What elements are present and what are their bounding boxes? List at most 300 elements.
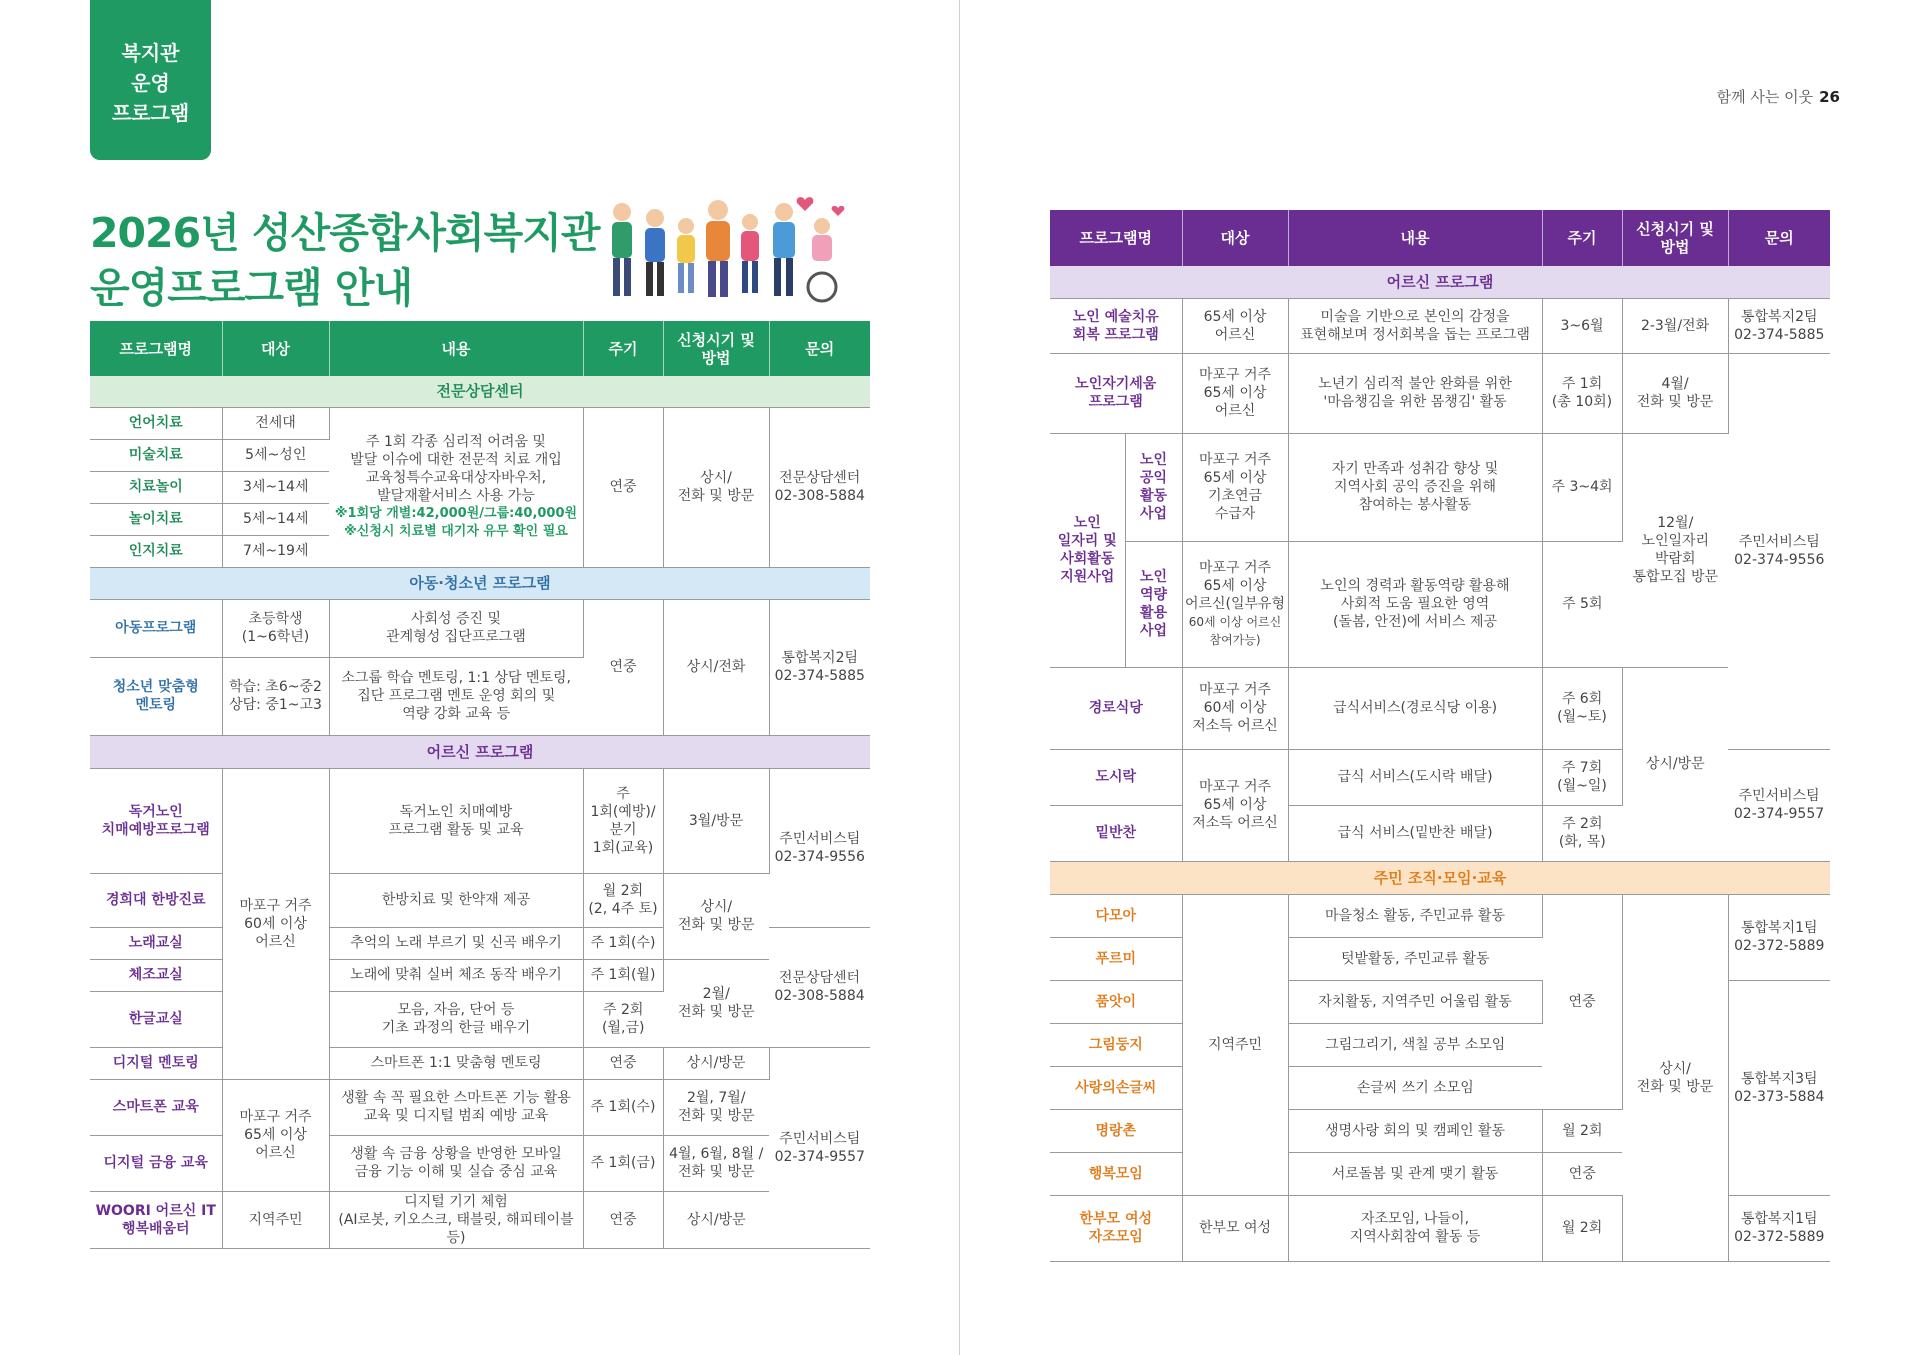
- content-line: 관계형성 집단프로그램: [386, 629, 526, 645]
- content-line: 디지털 기기 체험: [404, 1193, 508, 1210]
- content-line: 지역사회 공익 증진을 위해: [1333, 479, 1497, 495]
- header-apply: [1622, 210, 1728, 266]
- section-row: [90, 567, 870, 599]
- contact-team: 통합복지1팀: [1741, 920, 1818, 936]
- header-apply-line: 신청시기 및: [677, 330, 755, 349]
- tag-line: 복지관: [121, 41, 180, 65]
- target-line: 65세 이상: [1203, 308, 1267, 325]
- apply-line: 전화 및 방문: [1636, 394, 1714, 410]
- program-apply: 상시/방문: [1622, 667, 1728, 861]
- name-line: WOORI 어르신 IT: [95, 1202, 216, 1219]
- header-contact: 문의: [1728, 210, 1830, 266]
- content-line: 참여하는 봉사활동: [1358, 497, 1472, 513]
- apply-line: 전화 및 방문: [677, 1004, 755, 1020]
- program-contact: [769, 599, 870, 735]
- program-contact: [1728, 1195, 1830, 1261]
- program-name: 체조교실: [90, 959, 222, 991]
- title-line: 운영프로그램 안내: [90, 264, 413, 312]
- program-name: 사랑의손글씨: [1050, 1066, 1182, 1109]
- program-content: 스마트폰 1:1 맞춤형 멘토링: [329, 1047, 583, 1079]
- cycle-line: 주: [616, 785, 630, 802]
- program-table-right: [1050, 210, 1830, 1262]
- program-content: 그림그리기, 색칠 공부 소모임: [1288, 1023, 1542, 1066]
- target-line: 60세 이상: [1203, 700, 1267, 716]
- person-figure: [612, 203, 632, 296]
- tag-line: 운영: [131, 71, 170, 95]
- program-cycle: 주 1회(월): [583, 959, 663, 991]
- program-target: 7세~19세: [222, 535, 329, 567]
- target-line: 참여가능): [1209, 633, 1261, 647]
- table-row: [90, 1135, 870, 1191]
- program-apply: [663, 873, 769, 959]
- content-line: 교육청특수교육대상자바우처,: [365, 470, 547, 486]
- content-line: 기초 과정의 한글 배우기: [381, 1020, 531, 1036]
- program-cycle: [583, 873, 663, 927]
- program-apply: 2-3월/전화: [1622, 298, 1728, 353]
- header-apply-line: 방법: [1660, 238, 1690, 256]
- name-line: 프로그램: [1088, 394, 1143, 410]
- table-row: [1050, 298, 1830, 353]
- target-line: 저소득 어르신: [1192, 718, 1278, 734]
- target-line: 어르신: [1214, 403, 1256, 419]
- program-name: [90, 1191, 222, 1248]
- apply-line: 통합모집 방문: [1632, 569, 1719, 585]
- header-name: 프로그램명: [90, 321, 222, 376]
- header-cycle: 주기: [583, 321, 663, 376]
- program-content: [1288, 541, 1542, 667]
- program-cycle: [1542, 353, 1622, 433]
- contact-phone: 02-374-9556: [1734, 552, 1825, 568]
- program-apply: [1622, 894, 1728, 1261]
- program-name: 언어치료: [90, 407, 222, 439]
- program-name: 스마트폰 교육: [90, 1079, 222, 1135]
- target-line: 마포구 거주: [1198, 560, 1272, 576]
- apply-line: 전화 및 방문: [1636, 1078, 1714, 1095]
- content-line: 프로그램 활동 및 교육: [388, 821, 524, 838]
- contact-team: 주민서비스팀: [779, 1130, 861, 1147]
- wheelchair-figure: [808, 218, 836, 301]
- program-target: [222, 768, 329, 1079]
- target-line: 학습: 초6~중2: [229, 679, 322, 695]
- program-cycle: 월 2회: [1542, 1109, 1622, 1152]
- program-cycle: [1542, 805, 1622, 861]
- program-content: 서로돌봄 및 관계 맺기 활동: [1288, 1152, 1542, 1195]
- program-name: 놀이치료: [90, 503, 222, 535]
- table-row: [90, 407, 870, 439]
- content-line: (AI로봇, 키오스크, 태블릿, 해피테이블 등): [338, 1211, 574, 1246]
- table-row: [90, 599, 870, 657]
- program-target: [1182, 667, 1288, 749]
- target-line: 어르신: [255, 1145, 296, 1161]
- program-target: [222, 1079, 329, 1191]
- program-apply: [663, 1079, 769, 1135]
- table-row: [1050, 353, 1830, 433]
- contact-team: 주민서비스팀: [1738, 534, 1820, 550]
- content-line: 소그룹 학습 멘토링, 1:1 상담 멘토링,: [341, 670, 571, 686]
- sub-line: 사업: [1139, 623, 1168, 639]
- content-line: 집단 프로그램 멘토 운영 회의 및: [357, 688, 556, 704]
- table-row: [1050, 667, 1830, 749]
- sub-line: 공익: [1139, 470, 1168, 486]
- program-name: 명랑촌: [1050, 1109, 1182, 1152]
- sub-line: 사업: [1139, 506, 1168, 522]
- sub-line: 노인: [1139, 452, 1168, 468]
- program-cycle: 연중: [583, 1191, 663, 1248]
- program-name: 노래교실: [90, 927, 222, 959]
- program-content: 급식서비스(경로식당 이용): [1288, 667, 1542, 749]
- name-line: 한부모 여성: [1079, 1211, 1152, 1227]
- program-target: 3세~14세: [222, 471, 329, 503]
- program-cycle: 3~6월: [1542, 298, 1622, 353]
- program-content: 텃밭활동, 주민교류 활동: [1288, 937, 1542, 980]
- contact-phone: 02-374-9557: [774, 1148, 865, 1165]
- apply-line: 4월/: [1661, 376, 1689, 392]
- content-line: 생활 속 금융 상황을 반영한 모바일: [350, 1146, 562, 1162]
- program-name: [90, 768, 222, 873]
- target-line: 65세 이상: [1203, 385, 1267, 401]
- content-line: 사회적 도움 필요한 영역: [1340, 596, 1490, 612]
- program-target: [1182, 433, 1288, 541]
- table-row: [1050, 894, 1830, 937]
- cycle-line: (총 10회): [1551, 394, 1613, 410]
- name-line: 노인 예술치유: [1072, 308, 1159, 325]
- program-name: [1125, 541, 1182, 667]
- section-row: [90, 735, 870, 768]
- apply-line: 박람회: [1654, 551, 1696, 567]
- left-page: [0, 0, 958, 1355]
- content-line: 발달재활서비스 사용 가능: [377, 488, 535, 504]
- program-apply: [663, 959, 769, 1047]
- name-line: 회복 프로그램: [1072, 326, 1159, 343]
- program-target: 5세~14세: [222, 503, 329, 535]
- target-line: 저소득 어르신: [1192, 815, 1278, 831]
- program-target: 5세~성인: [222, 439, 329, 471]
- program-cycle: [1542, 667, 1622, 749]
- content-line: 독거노인 치매예방: [399, 803, 513, 820]
- header-cycle: 주기: [1542, 210, 1622, 266]
- cycle-line: 1회(교육): [592, 839, 654, 856]
- program-content: 손글씨 쓰기 소모임: [1288, 1066, 1542, 1109]
- target-line: 60세 이상 어르신: [1188, 615, 1282, 629]
- content-line: 노년기 심리적 불안 완화를 위한: [1318, 376, 1512, 392]
- program-target: [222, 657, 329, 735]
- apply-line: 상시/: [700, 470, 732, 486]
- program-name: [1050, 353, 1182, 433]
- content-line: 자조모임, 나들이,: [1361, 1211, 1470, 1227]
- program-content: [329, 768, 583, 873]
- program-apply: [1622, 353, 1728, 433]
- content-line: 노인의 경력과 활동역량 활용해: [1320, 578, 1510, 594]
- title-line: 2026년 성산종합사회복지관: [90, 209, 600, 257]
- program-content: 급식 서비스(도시락 배달): [1288, 749, 1542, 805]
- program-target: [1182, 749, 1288, 861]
- target-line: 어르신: [1214, 326, 1256, 343]
- header-content: 내용: [329, 321, 583, 376]
- target-line: 초등학생: [248, 611, 303, 627]
- program-apply: [663, 1135, 769, 1191]
- contact-team: 주민서비스팀: [1738, 788, 1820, 804]
- page-header: [1717, 86, 1840, 107]
- content-line: 모음, 자음, 단어 등: [397, 1002, 515, 1018]
- program-content: [329, 1079, 583, 1135]
- program-cycle: 주 5회: [1542, 541, 1622, 667]
- name-line: 청소년 맞춤형: [112, 679, 199, 695]
- program-apply: [663, 407, 769, 567]
- table-header-row: [90, 321, 870, 376]
- table-row: [90, 1079, 870, 1135]
- contact-team: 전문상담센터: [779, 470, 861, 486]
- program-contact: [769, 1047, 870, 1248]
- program-contact: [1728, 353, 1830, 749]
- program-cycle: [583, 768, 663, 873]
- content-line: 표현해보며 정서회복을 돕는 프로그램: [1300, 326, 1530, 343]
- program-name: 치료놀이: [90, 471, 222, 503]
- apply-line: 4월, 6월, 8월 /: [669, 1146, 764, 1162]
- program-apply: [1622, 433, 1728, 667]
- program-content: [1288, 298, 1542, 353]
- name-line: 멘토링: [135, 697, 177, 713]
- table-header-row: [1050, 210, 1830, 266]
- program-name: 인지치료: [90, 535, 222, 567]
- content-line: '마음챙김을 위한 몸챙김' 활동: [1323, 394, 1507, 410]
- program-content: [329, 657, 583, 735]
- apply-line: 전화 및 방문: [677, 1164, 755, 1180]
- program-contact: [1728, 749, 1830, 861]
- contact-phone: 02-374-5885: [774, 668, 865, 684]
- cycle-line: (2, 4주 토): [588, 901, 658, 917]
- program-name: 밑반찬: [1050, 805, 1182, 861]
- target-line: 65세 이상: [1203, 797, 1267, 813]
- content-line: 자기 만족과 성취감 향상 및: [1331, 461, 1499, 477]
- header-apply-line: 신청시기 및: [1636, 220, 1714, 238]
- program-name: [1050, 298, 1182, 353]
- program-apply: 3월/방문: [663, 768, 769, 873]
- page-divider: [959, 0, 960, 1355]
- table-row: [90, 1047, 870, 1079]
- program-name: 다모아: [1050, 894, 1182, 937]
- table-row: [1050, 433, 1830, 541]
- program-name: 디지털 금융 교육: [90, 1135, 222, 1191]
- program-content: 추억의 노래 부르기 및 신곡 배우기: [329, 927, 583, 959]
- program-content: 노래에 맞춰 실버 체조 동작 배우기: [329, 959, 583, 991]
- content-line: 생활 속 꼭 필요한 스마트폰 기능 활용: [341, 1090, 571, 1106]
- content-line: 금융 기능 이해 및 실습 중심 교육: [354, 1164, 558, 1180]
- sub-line: 활동: [1139, 488, 1168, 504]
- program-cycle: 연중: [583, 599, 663, 735]
- header-contact: 문의: [769, 321, 870, 376]
- page-title: [90, 206, 599, 316]
- program-content: [329, 1191, 583, 1248]
- program-cycle: 연중: [1542, 894, 1622, 1109]
- program-apply: 상시/방문: [663, 1047, 769, 1079]
- cycle-line: (월~일): [1557, 778, 1607, 794]
- target-line: 기초연금: [1207, 488, 1263, 504]
- content-line: 발달 이슈에 대한 전문적 치료 개입: [350, 452, 562, 468]
- target-line: 65세 이상: [1203, 578, 1267, 594]
- target-line: 상담: 중1~고3: [229, 697, 322, 713]
- section-row: [1050, 266, 1830, 298]
- header-name: 프로그램명: [1050, 210, 1182, 266]
- tag-line: 프로그램: [111, 101, 190, 125]
- program-cycle: 연중: [583, 407, 663, 567]
- contact-phone: 02-308-5884: [774, 488, 865, 504]
- program-name: 아동프로그램: [90, 599, 222, 657]
- contact-phone: 02-374-9556: [774, 848, 865, 865]
- person-figure: [706, 200, 730, 297]
- header-target: 대상: [1182, 210, 1288, 266]
- program-target: [222, 599, 329, 657]
- header-content: 내용: [1288, 210, 1542, 266]
- apply-line: 상시/: [1659, 1060, 1691, 1077]
- program-content: 한방치료 및 한약재 제공: [329, 873, 583, 927]
- program-name: 도시락: [1050, 749, 1182, 805]
- sub-line: 역량: [1139, 587, 1168, 603]
- program-target: [1182, 353, 1288, 433]
- header-target: 대상: [222, 321, 329, 376]
- program-cycle: 주 1회(금): [583, 1135, 663, 1191]
- contact-phone: 02-374-9557: [1733, 806, 1825, 822]
- program-cycle: 주 1회(수): [583, 927, 663, 959]
- program-content: [1288, 353, 1542, 433]
- program-content: [1288, 433, 1542, 541]
- program-cycle: 연중: [583, 1047, 663, 1079]
- person-figure: [741, 214, 759, 293]
- program-contact: [769, 407, 870, 567]
- program-cycle: [1542, 749, 1622, 805]
- program-target: 지역주민: [222, 1191, 329, 1248]
- program-name: 그림둥지: [1050, 1023, 1182, 1066]
- content-line: 지역사회참여 활동 등: [1349, 1229, 1481, 1245]
- person-figure: [677, 218, 695, 293]
- program-name: [90, 657, 222, 735]
- program-content: [329, 991, 583, 1047]
- target-line: 65세 이상: [244, 1127, 307, 1143]
- group-name: [1050, 433, 1125, 667]
- program-content: [329, 599, 583, 657]
- program-name: [1050, 1195, 1182, 1261]
- people-illustration: [600, 192, 850, 307]
- apply-line: 2월/: [702, 986, 730, 1002]
- program-name: 행복모임: [1050, 1152, 1182, 1195]
- target-line: (1~6학년): [241, 629, 310, 645]
- section-title: 주민 조직·모임·교육: [1050, 861, 1830, 894]
- content-line: 사회성 증진 및: [410, 611, 502, 627]
- cycle-line: 주 7회: [1561, 760, 1603, 776]
- cycle-line: 1회(예방)/: [590, 803, 656, 820]
- program-apply: 상시/전화: [663, 599, 769, 735]
- book-title: 함께 사는 이웃: [1716, 88, 1814, 106]
- target-line: 마포구 거주: [1198, 779, 1272, 795]
- cycle-line: (월~토): [1557, 709, 1607, 725]
- program-apply: 상시/방문: [663, 1191, 769, 1248]
- heart-icon: [797, 197, 814, 211]
- table-row: [90, 1191, 870, 1248]
- contact-team: 통합복지3팀: [1741, 1070, 1818, 1087]
- content-line: 역량 강화 교육 등: [402, 706, 511, 722]
- program-content: 급식 서비스(밑반찬 배달): [1288, 805, 1542, 861]
- group-line: 지원사업: [1060, 569, 1115, 585]
- section-title: 아동·청소년 프로그램: [90, 567, 870, 599]
- program-name: 경희대 한방진료: [90, 873, 222, 927]
- section-title: 전문상담센터: [90, 376, 870, 407]
- program-content: 생명사랑 회의 및 캠페인 활동: [1288, 1109, 1542, 1152]
- contact-phone: 02-373-5884: [1734, 1088, 1825, 1105]
- target-line: 마포구 거주: [1198, 452, 1272, 468]
- cycle-line: (월,금): [602, 1020, 645, 1036]
- program-cycle: [583, 991, 663, 1047]
- section-tag: [90, 0, 211, 160]
- contact-team: 통합복지2팀: [1741, 308, 1818, 325]
- target-line: 마포구 거주: [1198, 682, 1272, 698]
- name-line: 노인자기세움: [1075, 376, 1157, 392]
- table-row: [90, 959, 870, 991]
- program-content: [329, 407, 583, 567]
- program-contact: [1728, 894, 1830, 980]
- program-contact: [1728, 980, 1830, 1195]
- fee-note: ※1회당 개별:42,000원/그룹:40,000원: [334, 506, 578, 521]
- target-line: 65세 이상: [1203, 470, 1267, 486]
- cycle-line: (화, 목): [1558, 834, 1606, 850]
- name-line: 치매예방프로그램: [101, 821, 210, 838]
- name-line: 행복배움터: [121, 1220, 190, 1237]
- program-contact: [769, 927, 870, 1047]
- program-content: [1288, 1195, 1542, 1261]
- person-figure: [773, 203, 795, 296]
- content-line: (돌봄, 안전)에 서비스 제공: [1333, 614, 1497, 630]
- name-line: 독거노인: [128, 803, 183, 820]
- sub-line: 활용: [1139, 605, 1168, 621]
- cycle-line: 주 6회: [1561, 691, 1603, 707]
- content-line: 주 1회 각종 심리적 어려움 및: [366, 434, 546, 450]
- section-title: 어르신 프로그램: [1050, 266, 1830, 298]
- contact-phone: 02-308-5884: [774, 988, 865, 1004]
- section-row: [90, 376, 870, 407]
- program-name: [1125, 433, 1182, 541]
- apply-line: 상시/: [700, 899, 733, 915]
- target-line: 마포구 거주: [1198, 367, 1272, 383]
- apply-line: 전화 및 방문: [677, 488, 755, 504]
- content-line: 미술을 기반으로 본인의 감정을: [1320, 308, 1510, 325]
- program-target: 전세대: [222, 407, 329, 439]
- page-number: 26: [1819, 88, 1840, 106]
- target-line: 어르신(일부유형: [1184, 596, 1286, 612]
- program-cycle: 주 3~4회: [1542, 433, 1622, 541]
- contact-phone: 02-374-5885: [1734, 326, 1825, 343]
- cycle-line: 주 1회: [1561, 376, 1603, 392]
- apply-line: 12월/: [1657, 515, 1694, 531]
- header-apply-line: 방법: [701, 348, 731, 367]
- contact-phone: 02-372-5889: [1734, 938, 1825, 954]
- contact-team: 통합복지1팀: [1741, 1211, 1818, 1227]
- program-cycle: 주 1회(수): [583, 1079, 663, 1135]
- program-content: 자치활동, 지역주민 어울림 활동: [1288, 980, 1542, 1023]
- apply-line: 노인일자리: [1641, 533, 1710, 549]
- program-table-left: [90, 321, 870, 1249]
- program-content: [329, 1135, 583, 1191]
- program-contact: [769, 768, 870, 927]
- target-line: 수급자: [1214, 506, 1256, 522]
- apply-line: 2월, 7월/: [687, 1090, 746, 1106]
- contact-team: 주민서비스팀: [779, 830, 861, 847]
- apply-line: 전화 및 방문: [677, 917, 755, 933]
- program-target: [1182, 298, 1288, 353]
- target-line: 60세 이상: [244, 915, 307, 932]
- group-line: 노인: [1073, 515, 1101, 531]
- sub-line: 노인: [1139, 569, 1168, 585]
- program-content: 마을청소 활동, 주민교류 활동: [1288, 894, 1542, 937]
- target-line: 마포구 거주: [239, 1109, 312, 1125]
- program-name: 한글교실: [90, 991, 222, 1047]
